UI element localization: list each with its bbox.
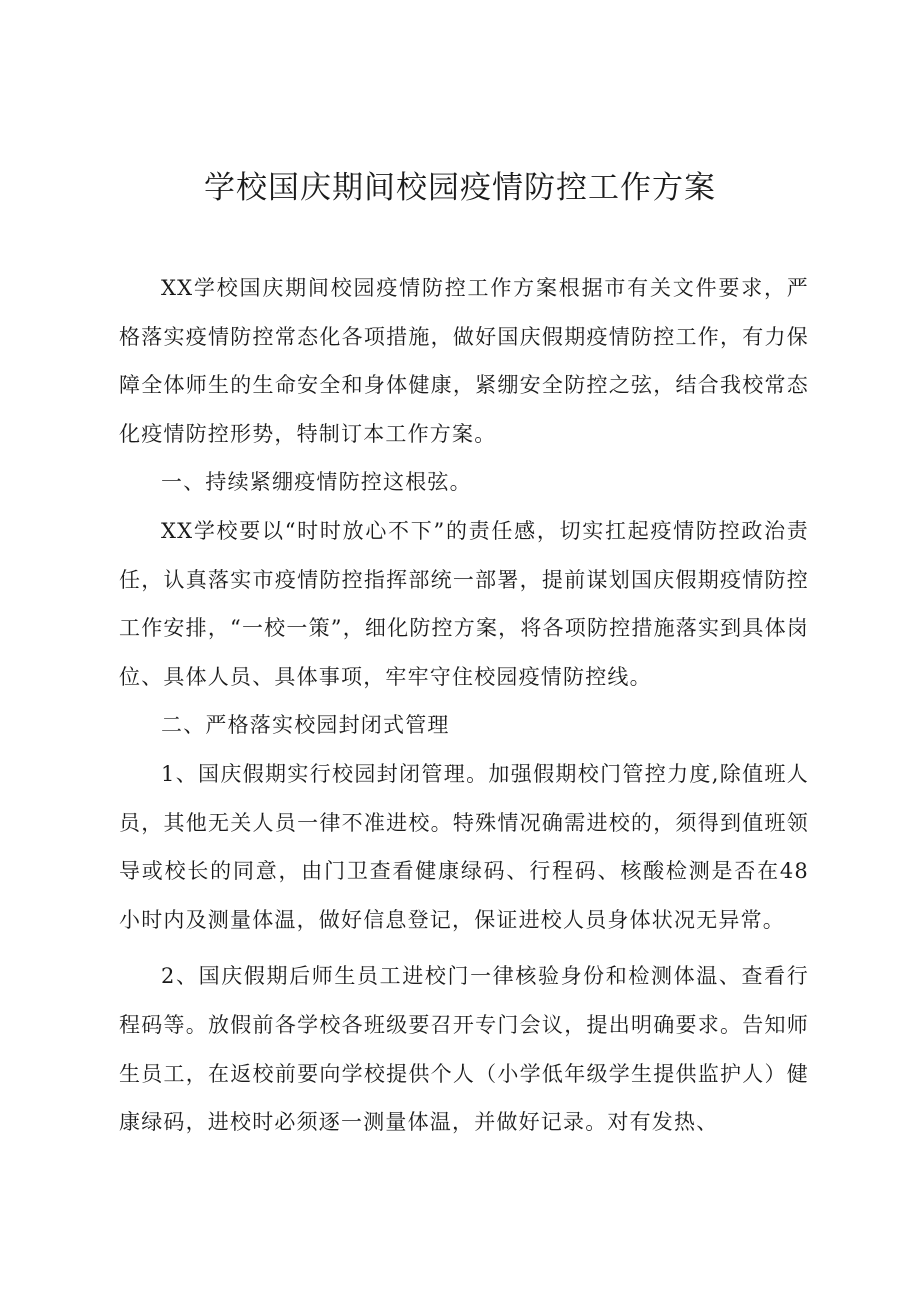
section-1-paragraph: XX学校要以“时时放心不下”的责任感，切实扛起疫情防控政治责任，认真落实市疫情防控指挥部统一部署，提前谋划国庆假期疫情防控工作安排，“一校一策”，细化防控方案，将各项防控措施落实到具体岗位、具体人员、具体事项，牢牢守住校园疫情防控线。: [119, 518, 809, 689]
section-2-item-2: 2、国庆假期后师生员工进校门一律核验身份和检测体温、查看行程码等。放假前各学校各班级要召开专门会议，提出明确要求。告知师生员工，在返校前要向学校提供个人（小学低年级学生提供监护人）健康绿码，进校时必须逐一测量体温，并做好记录。对有发热、: [119, 964, 809, 1135]
section-heading-1: 一、持续紧绷疫情防控这根弦。: [161, 470, 472, 495]
document-title: 学校国庆期间校园疫情防控工作方案: [204, 170, 716, 206]
section-2-item-1: 1、国庆假期实行校园封闭管理。加强假期校门管控力度,除值班人员，其他无关人员一律不准进校。特殊情况确需进校的，须得到值班领导或校长的同意，由门卫查看健康绿码、行程码、核酸检测是否在48小时内及测量体温，做好信息登记，保证进校人员身体状况无异常。: [119, 761, 809, 932]
document-body: [119, 264, 809, 1147]
section-heading-2: 二、严格落实校园封闭式管理: [161, 713, 450, 738]
intro-paragraph: XX学校国庆期间校园疫情防控工作方案根据市有关文件要求，严格落实疫情防控常态化各项措施，做好国庆假期疫情防控工作，有力保障全体师生的生命安全和身体健康，紧绷安全防控之弦，结合我校常态化疫情防控形势，特制订本工作方案。: [119, 276, 809, 446]
